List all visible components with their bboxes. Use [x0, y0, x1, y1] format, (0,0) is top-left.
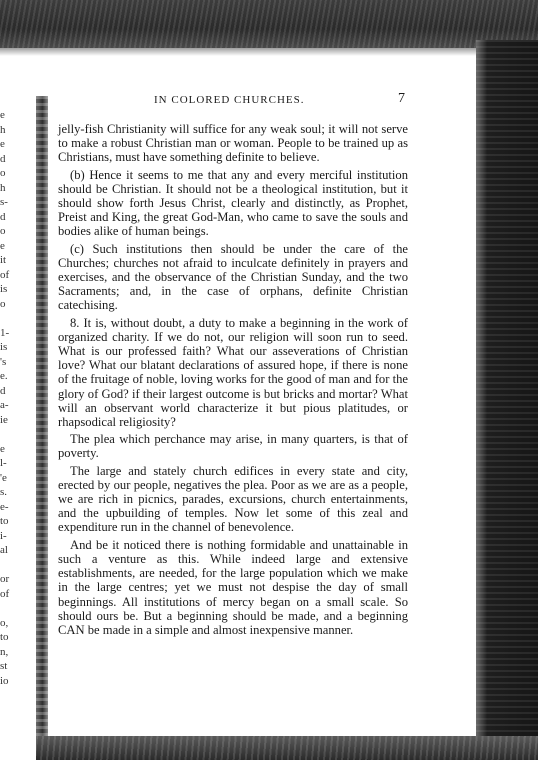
margin-fragment: of	[0, 587, 10, 600]
margin-fragment: of	[0, 268, 10, 281]
facing-page-margin	[0, 108, 22, 688]
margin-fragment: h	[0, 123, 6, 136]
page-body	[58, 122, 408, 640]
margin-fragment: 'e	[0, 471, 7, 484]
margin-fragment: e	[0, 109, 5, 121]
margin-fragment: d	[0, 384, 6, 397]
scan-top-shadow	[0, 0, 538, 48]
margin-fragment	[0, 427, 22, 442]
margin-fragment: l-	[0, 457, 7, 469]
margin-fragment: st	[0, 660, 8, 672]
margin-fragment: d	[0, 210, 6, 223]
margin-fragment: al	[0, 544, 8, 556]
margin-fragment: e.	[0, 370, 8, 382]
scan-right-shadow	[476, 40, 538, 760]
margin-fragment: s-	[0, 196, 8, 208]
page-number: 7	[398, 91, 405, 106]
paragraph: jelly-fish Christianity will suffice for any weak soul; it will not serve to make a robust Christian man or woman. People to be trained up as Christians, must have something definite to believe.	[58, 122, 408, 165]
margin-fragment: ie	[0, 413, 8, 426]
margin-fragment: s.	[0, 486, 8, 498]
margin-fragment: io	[0, 674, 9, 687]
margin-fragment: is	[0, 341, 8, 353]
paragraph: (b) Hence it seems to me that any and every merciful institution should be Christian. It should not be a theological institution, but it should show forth Jesus Christ, clearly and distinctly, as Prophet, Preist and King, the great God-Man, who came to save the souls and bodies alike of human beings.	[58, 167, 408, 239]
margin-fragment: to	[0, 631, 9, 643]
margin-fragment: e	[0, 239, 5, 252]
margin-fragment: it	[0, 254, 7, 266]
scan-bottom-shadow	[36, 736, 538, 760]
margin-fragment: o,	[0, 616, 9, 629]
margin-fragment	[0, 311, 22, 326]
margin-fragment: 1-	[0, 326, 10, 339]
margin-fragment: d	[0, 152, 6, 165]
margin-fragment: e	[0, 138, 5, 150]
margin-fragment: e-	[0, 500, 9, 513]
margin-fragment: a-	[0, 399, 9, 411]
margin-fragment: 's	[0, 355, 7, 368]
margin-fragment: h	[0, 181, 6, 194]
paragraph: 8. It is, without doubt, a duty to make a beginning in the work of organized charity. If we do not, our religion will soon run to seed. What is our professed faith? What our asseverations of Christian love? What our blatant declarations of assured hope, if there is none of the fruitage of noble, loving works for the good of man and for the glory of God? if their largest outcome is but bricks and mortar? What will an observant world characterize it but pious platitudes, or rhapsodical religiosity?	[58, 315, 408, 430]
margin-fragment: to	[0, 515, 9, 527]
paragraph: The plea which perchance may arise, in many quarters, is that of poverty.	[58, 432, 408, 461]
margin-fragment: is	[0, 283, 8, 295]
margin-fragment	[0, 601, 22, 616]
paragraph: And be it noticed there is nothing formidable and unattainable in such a venture as this. While indeed large and extensive establishments, are needed, for the large population which we make in the large centres; yet we must not despise the day of small beginnings. All institutions of mercy began on a small scale. So should ours be. But a beginning should be made, and a beginning CAN be made in a simple and almost inexpensive manner.	[58, 537, 408, 637]
paragraph: (c) Such institutions then should be under the care of the Churches; churches not afraid to inculcate definitely in prayers and exercises, and the observance of the Christian Sunday, and the two Sacraments; and, in the case of orphans, definite Christian catechising.	[58, 241, 408, 313]
margin-fragment: o	[0, 167, 6, 179]
margin-fragment: or	[0, 573, 10, 585]
margin-fragment	[0, 558, 22, 573]
paragraph: The large and stately church edifices in every state and city, erected by our people, negatives the plea. Poor as we are as a people, we are rich in picnics, parades, excursions, church entertainments, and the upbuilding of temples. Now let some of this zeal and expenditure run in the channel of benevolence.	[58, 463, 408, 535]
book-spine-shadow	[36, 96, 48, 736]
margin-fragment: o	[0, 225, 6, 237]
margin-fragment: i-	[0, 529, 7, 542]
margin-fragment: o	[0, 297, 6, 310]
margin-fragment: e	[0, 442, 5, 455]
running-head: IN COLORED CHURCHES.	[154, 94, 305, 106]
margin-fragment: n,	[0, 645, 9, 658]
